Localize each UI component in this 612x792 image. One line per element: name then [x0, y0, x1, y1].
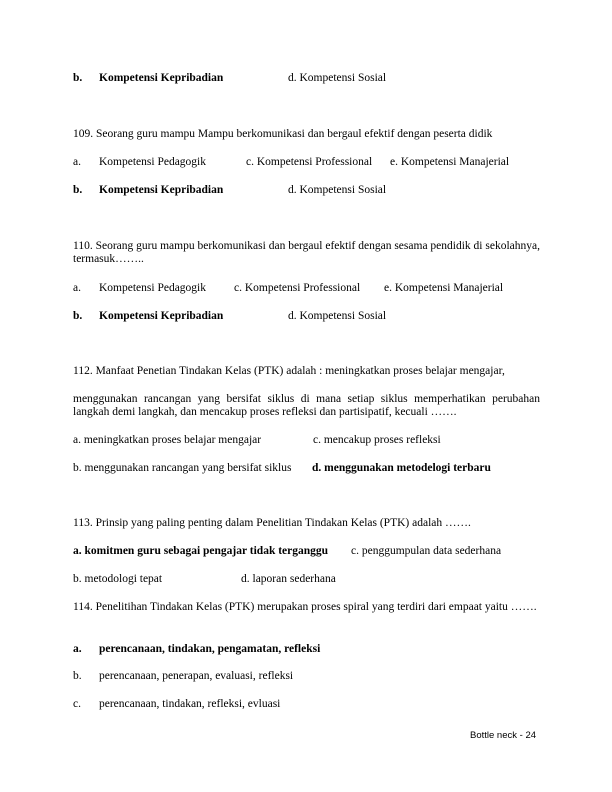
q112-option-a: a. meningkatkan proses belajar mengajar [73, 434, 262, 446]
q114-option-b [73, 670, 293, 683]
q109-option-c: c. Kompetensi Professional [246, 156, 373, 168]
q113-option-c: c. penggumpulan data sederhana [351, 545, 502, 557]
q110-option-a-text: Kompetensi Pedagogik [99, 282, 206, 294]
q112-question: 112. Manfaat Penetian Tindakan Kelas (PTK) adalah : meningkatkan proses belajar mengajar, [73, 365, 505, 377]
q108-option-b-text: Kompetensi Kepribadian [99, 72, 224, 84]
q110-option-b-text: Kompetensi Kepribadian [99, 310, 224, 322]
page-footer: Bottle neck - 24 [470, 730, 537, 741]
q114-option-b-label: b. [73, 670, 82, 682]
q110-option-a [73, 282, 206, 295]
q112-question-continued: menggunakan rancangan yang bersifat siklus di mana setiap siklus memperhatikan perubahan langkah demi langkah, dan mencakup proses refleksi dan partisipatif, kecuali ……. [73, 393, 540, 418]
q110-option-b [73, 310, 223, 323]
q112-option-c: c. mencakup proses refleksi [313, 434, 441, 446]
q110-question: 110. Seorang guru mampu berkomunikasi dan bergaul efektif dengan sesama pendidik di sekolahnya, termasuk…….. [73, 240, 540, 265]
q114-option-c-label: c. [73, 698, 81, 710]
q109-question: 109. Seorang guru mampu Mampu berkomunikasi dan bergaul efektif dengan peserta didik [73, 128, 493, 140]
q110-option-c: c. Kompetensi Professional [234, 282, 361, 294]
q114-option-a-text: perencanaan, tindakan, pengamatan, refleksi [99, 643, 321, 655]
q108-option-b-label: b. [73, 72, 83, 84]
q114-option-c [73, 698, 280, 711]
q114-option-c-text: perencanaan, tindakan, refleksi, evluasi [99, 698, 281, 710]
q109-option-d: d. Kompetensi Sosial [288, 184, 387, 196]
q109-option-b-text: Kompetensi Kepribadian [99, 184, 224, 196]
q109-option-a [73, 156, 206, 169]
q110-option-a-label: a. [73, 282, 81, 294]
q113-question: 113. Prinsip yang paling penting dalam Penelitian Tindakan Kelas (PTK) adalah ……. [73, 517, 471, 529]
q114-question: 114. Penelitihan Tindakan Kelas (PTK) merupakan proses spiral yang terdiri dari empaat yaitu ……. [73, 601, 537, 613]
q113-option-d: d. laporan sederhana [241, 573, 336, 585]
q110-option-d: d. Kompetensi Sosial [288, 310, 387, 322]
q110-option-b-label: b. [73, 310, 83, 322]
q113-option-b: b. metodologi tepat [73, 573, 163, 585]
q113-option-a: a. komitmen guru sebagai pengajar tidak terganggu [73, 545, 329, 557]
q110-option-e: e. Kompetensi Manajerial [384, 282, 504, 294]
q112-option-b: b. menggunakan rancangan yang bersifat siklus [73, 462, 292, 474]
q114-option-a [73, 643, 320, 656]
q109-option-b-label: b. [73, 184, 83, 196]
q109-option-a-text: Kompetensi Pedagogik [99, 156, 206, 168]
q109-option-b [73, 184, 223, 197]
q109-option-a-label: a. [73, 156, 81, 168]
q114-option-a-label: a. [73, 643, 82, 655]
q114-option-b-text: perencanaan, penerapan, evaluasi, refleksi [99, 670, 294, 682]
q109-option-e: e. Kompetensi Manajerial [390, 156, 510, 168]
q108-option-b [73, 72, 223, 85]
q112-option-d: d. menggunakan metodelogi terbaru [312, 462, 491, 474]
q108-option-d: d. Kompetensi Sosial [288, 72, 387, 84]
